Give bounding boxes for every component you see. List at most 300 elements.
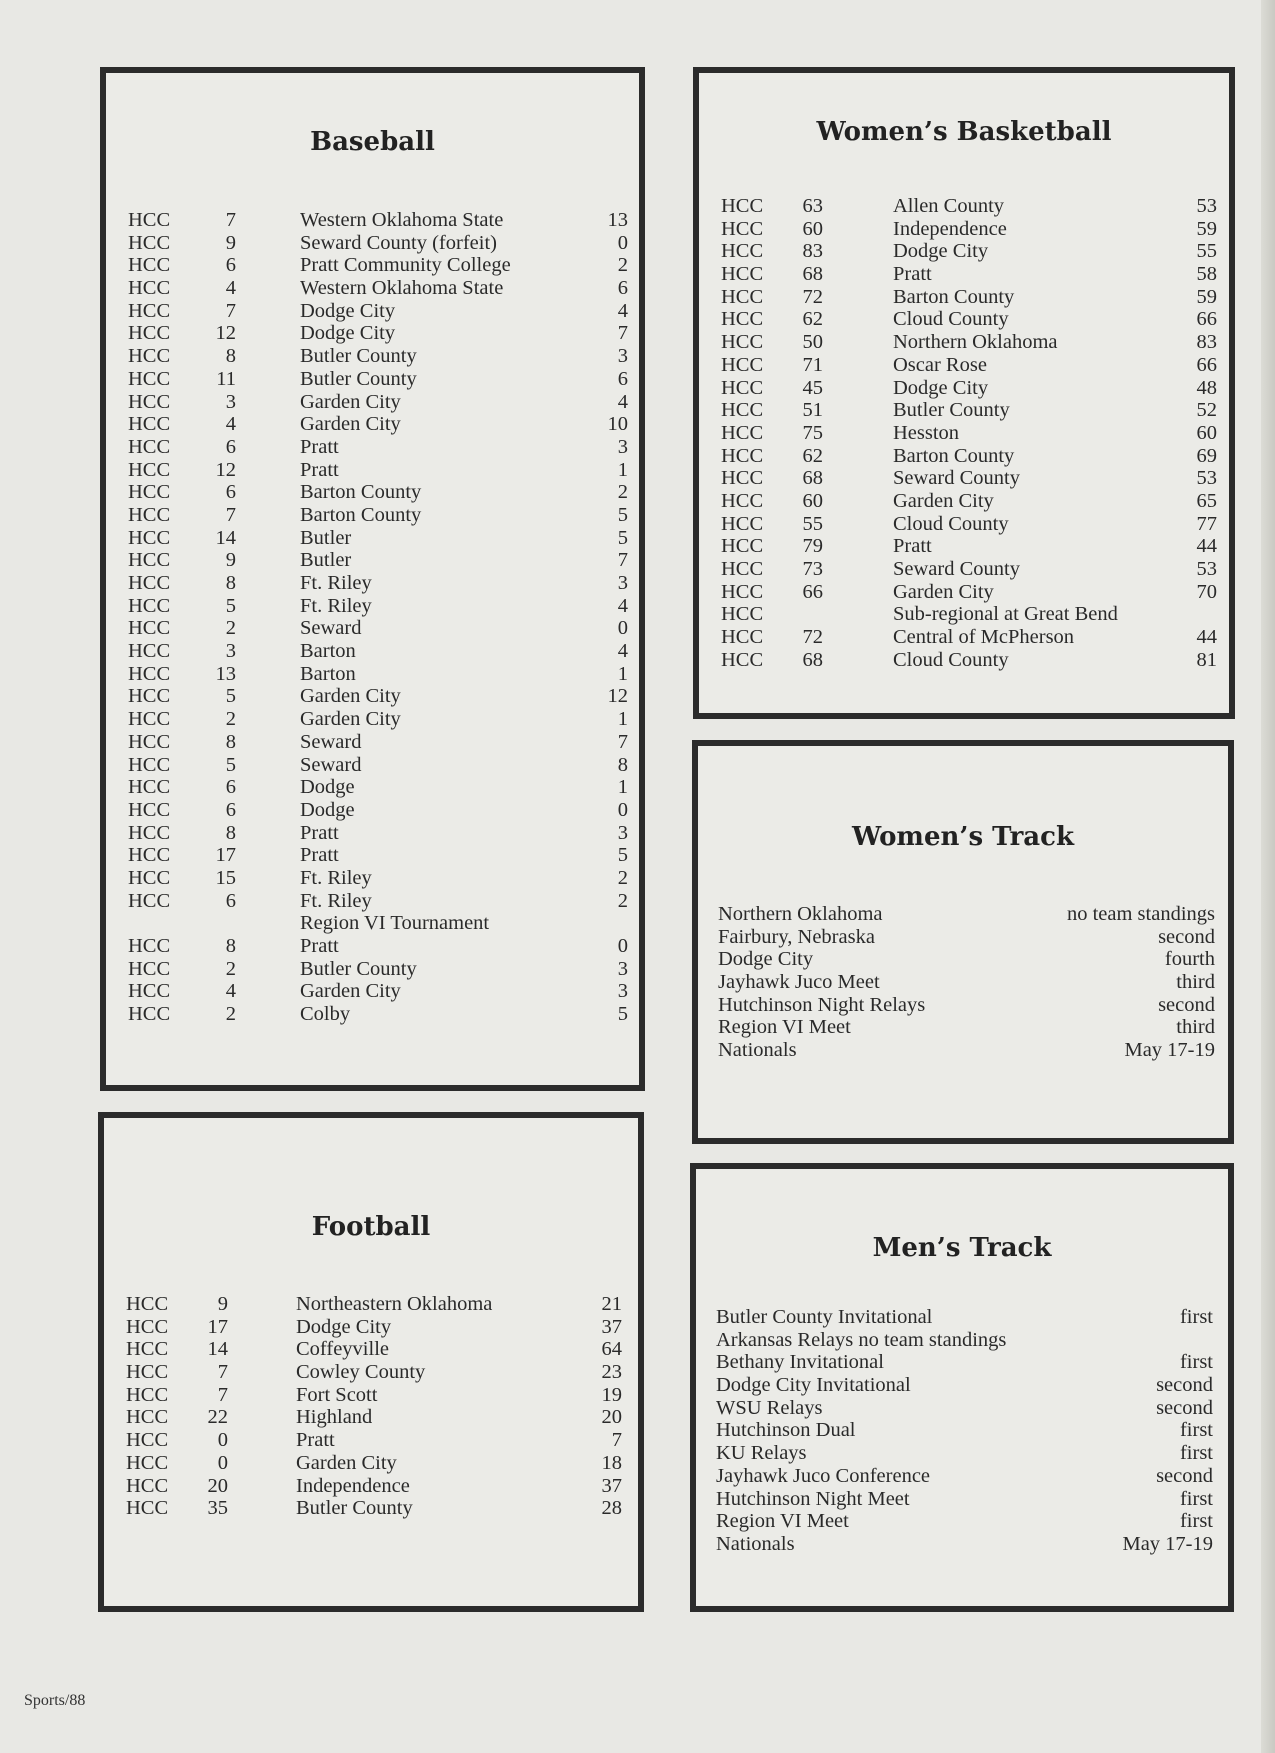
team-name: HCC [128, 980, 171, 1003]
opponent-name: Butler County [300, 957, 417, 980]
opponent-name: Western Oklahoma State [300, 209, 504, 231]
womens-track-results-box [692, 740, 1234, 1144]
hcc-score: 4 [225, 413, 236, 436]
opponent-name: Cowley County [296, 1361, 426, 1384]
hcc-score: 9 [225, 549, 236, 572]
opponent-score: 59 [1196, 285, 1217, 308]
result-row [128, 844, 628, 867]
result-row [721, 581, 1217, 604]
opponent-name: Pratt [300, 435, 339, 458]
result-row [128, 595, 628, 618]
hcc-score: 7 [217, 1361, 228, 1384]
opponent-score: 83 [1196, 331, 1217, 354]
team-name: HCC [128, 617, 171, 640]
result-row [128, 504, 628, 527]
opponent-score: 77 [1196, 512, 1217, 535]
meet-row [716, 1329, 1213, 1352]
meet-row [716, 1533, 1213, 1556]
hcc-score: 5 [225, 685, 236, 708]
meet-row [718, 1016, 1215, 1039]
hcc-score: 3 [225, 390, 236, 413]
hcc-score: 0 [217, 1429, 228, 1452]
hcc-score: 8 [225, 821, 236, 844]
hcc-score: 6 [225, 889, 236, 912]
team-name: HCC [128, 708, 171, 731]
result-row [128, 935, 628, 958]
meet-row [716, 1397, 1213, 1420]
mens-track-title: Men’s Track [872, 1233, 1052, 1263]
team-name: HCC [128, 209, 171, 231]
meet-row [716, 1465, 1213, 1488]
hcc-score: 50 [802, 331, 823, 354]
opponent-score: 6 [617, 277, 628, 300]
opponent-score: 64 [601, 1338, 622, 1361]
meet-name: Northern Oklahoma [718, 903, 883, 925]
result-row [128, 368, 628, 391]
opponent-score: 3 [617, 821, 628, 844]
meet-name: Nationals [716, 1532, 795, 1555]
team-name: HCC [128, 367, 171, 390]
opponent-score: 5 [617, 844, 628, 867]
result-row [721, 445, 1217, 468]
team-name: HCC [721, 263, 764, 286]
opponent-name: Pratt [300, 821, 339, 844]
result-row [721, 354, 1217, 377]
team-name: HCC [721, 217, 764, 240]
team-name: HCC [721, 512, 764, 535]
team-name: HCC [126, 1361, 169, 1384]
opponent-name: Pratt [300, 844, 339, 867]
team-name: HCC [721, 626, 764, 649]
opponent-name: Oscar Rose [893, 353, 987, 376]
result-row [128, 254, 628, 277]
team-name: HCC [128, 935, 171, 957]
hcc-score: 2 [225, 617, 236, 640]
football-results-box [98, 1112, 644, 1612]
result-row [128, 232, 628, 255]
meet-name: Hutchinson Dual [716, 1419, 856, 1442]
result-row [721, 626, 1217, 649]
opponent-name: Butler County [300, 345, 417, 368]
hcc-score: 20 [207, 1474, 228, 1497]
opponent-score: 13 [607, 209, 628, 231]
team-name: HCC [721, 421, 764, 444]
meet-name: Nationals [718, 1039, 797, 1062]
meet-name: Dodge City Invitational [716, 1374, 911, 1397]
meet-result: first [1179, 1487, 1213, 1510]
opponent-name: Dodge City [296, 1315, 392, 1338]
hcc-score: 9 [217, 1293, 228, 1315]
hcc-score: 35 [207, 1497, 228, 1520]
opponent-name: Ft. Riley [300, 889, 372, 912]
opponent-score: 5 [617, 503, 628, 526]
opponent-name: Garden City [300, 708, 401, 731]
opponent-name: Independence [893, 217, 1007, 240]
result-row [128, 617, 628, 640]
opponent-name: Pratt [893, 535, 932, 558]
meet-result: May 17-19 [1122, 1532, 1213, 1555]
meet-result: first [1179, 1510, 1213, 1533]
opponent-score: 69 [1196, 444, 1217, 467]
opponent-name: Dodge City [893, 376, 989, 399]
result-row [128, 459, 628, 482]
opponent-name: Allen County [893, 195, 1005, 217]
hcc-score: 12 [215, 322, 236, 345]
meet-result: first [1179, 1419, 1213, 1442]
meet-result: second [1156, 1374, 1213, 1397]
result-row [721, 195, 1217, 218]
opponent-score: 7 [617, 322, 628, 345]
opponent-name: Garden City [296, 1451, 397, 1474]
meet-name: Arkansas Relays no team standings [716, 1328, 1007, 1351]
opponent-score: 37 [601, 1474, 622, 1497]
opponent-score: 20 [601, 1406, 622, 1429]
result-row [128, 799, 628, 822]
opponent-name: Cloud County [893, 512, 1009, 535]
opponent-name: Sub-regional at Great Bend [893, 603, 1118, 626]
mens-track-results-box [690, 1163, 1234, 1612]
hcc-score: 4 [225, 980, 236, 1003]
team-name: HCC [126, 1474, 169, 1497]
result-row [128, 1003, 628, 1026]
opponent-score: 66 [1196, 308, 1217, 331]
opponent-name: Seward County [893, 467, 1020, 490]
result-row [721, 490, 1217, 513]
hcc-score: 6 [225, 798, 236, 821]
page-footer-label: Sports/88 [24, 1692, 86, 1709]
opponent-name: Cloud County [893, 308, 1009, 331]
team-name: HCC [721, 331, 764, 354]
opponent-score: 2 [617, 889, 628, 912]
hcc-score: 68 [802, 263, 823, 286]
opponent-name: Northern Oklahoma [893, 331, 1058, 354]
opponent-score: 66 [1196, 353, 1217, 376]
meet-result: May 17-19 [1124, 1039, 1215, 1062]
meet-name: Jayhawk Juco Conference [716, 1464, 931, 1487]
result-row [126, 1316, 628, 1339]
meet-row [716, 1510, 1213, 1533]
opponent-name: Pratt [300, 458, 339, 481]
opponent-name: Dodge [300, 798, 355, 821]
womens-track-results-list [718, 903, 1215, 1062]
hcc-score: 9 [225, 231, 236, 254]
team-name: HCC [128, 345, 171, 368]
team-name: HCC [126, 1293, 169, 1315]
result-row [721, 286, 1217, 309]
meet-row [716, 1351, 1213, 1374]
team-name: HCC [128, 322, 171, 345]
team-name: HCC [128, 549, 171, 572]
page-binding-edge [1261, 0, 1275, 1753]
hcc-score: 4 [225, 277, 236, 300]
opponent-name: Seward [300, 730, 362, 753]
opponent-name: Dodge City [300, 322, 396, 345]
meet-name: KU Relays [716, 1442, 807, 1465]
opponent-name: Highland [296, 1406, 373, 1429]
team-name: HCC [126, 1338, 169, 1361]
meet-row [716, 1419, 1213, 1442]
hcc-score: 14 [215, 526, 236, 549]
result-row [126, 1497, 628, 1520]
meet-name: Hutchinson Night Relays [718, 993, 926, 1016]
womens-basketball-results-box [693, 67, 1235, 719]
hcc-score: 15 [215, 866, 236, 889]
team-name: HCC [128, 390, 171, 413]
result-row [128, 776, 628, 799]
hcc-score: 17 [207, 1315, 228, 1338]
opponent-score: 60 [1196, 421, 1217, 444]
result-row [721, 603, 1217, 626]
team-name: HCC [721, 285, 764, 308]
meet-row [716, 1306, 1213, 1329]
opponent-score: 2 [617, 481, 628, 504]
result-row [128, 685, 628, 708]
opponent-name: Northeastern Oklahoma [296, 1293, 493, 1315]
hcc-score: 2 [225, 708, 236, 731]
result-row [721, 399, 1217, 422]
hcc-score: 2 [225, 1003, 236, 1026]
hcc-score: 2 [225, 957, 236, 980]
opponent-score: 1 [617, 458, 628, 481]
opponent-name: Dodge [300, 776, 355, 799]
hcc-score: 7 [225, 503, 236, 526]
team-name: HCC [721, 353, 764, 376]
hcc-score: 8 [225, 572, 236, 594]
womens-track-title: Women’s Track [852, 822, 1074, 852]
team-name: HCC [126, 1315, 169, 1338]
result-row [128, 867, 628, 890]
result-row [126, 1384, 628, 1407]
opponent-name: Pratt [300, 935, 339, 957]
result-row [721, 467, 1217, 490]
opponent-name: Central of McPherson [893, 626, 1075, 649]
opponent-score: 3 [617, 957, 628, 980]
hcc-score: 8 [225, 935, 236, 957]
result-row [128, 754, 628, 777]
opponent-name: Garden City [300, 980, 401, 1003]
meet-result: first [1179, 1442, 1213, 1465]
meet-result: third [1176, 971, 1215, 994]
opponent-score: 3 [617, 345, 628, 368]
baseball-results-list [128, 209, 628, 1026]
opponent-score: 3 [617, 435, 628, 458]
opponent-name: Western Oklahoma State [300, 277, 504, 300]
hcc-score: 13 [215, 662, 236, 685]
result-row [128, 391, 628, 414]
result-row [128, 912, 628, 935]
opponent-name: Region VI Tournament [300, 912, 490, 935]
womens-basketball-title: Women’s Basketball [816, 117, 1112, 147]
opponent-score: 7 [611, 1429, 622, 1452]
opponent-score: 44 [1196, 535, 1217, 558]
result-row [126, 1293, 628, 1316]
result-row [721, 308, 1217, 331]
opponent-name: Seward [300, 753, 362, 776]
opponent-name: Colby [300, 1003, 351, 1026]
meet-result: second [1158, 993, 1215, 1016]
opponent-name: Ft. Riley [300, 594, 372, 617]
result-row [126, 1452, 628, 1475]
team-name: HCC [721, 240, 764, 263]
opponent-name: Butler [300, 549, 352, 572]
hcc-score: 66 [802, 580, 823, 603]
result-row [721, 535, 1217, 558]
opponent-name: Butler County [300, 367, 417, 390]
opponent-name: Fort Scott [296, 1383, 378, 1406]
hcc-score: 62 [802, 308, 823, 331]
result-row [128, 277, 628, 300]
opponent-name: Butler County [893, 399, 1010, 422]
meet-row [718, 948, 1215, 971]
hcc-score: 8 [225, 730, 236, 753]
opponent-score: 5 [617, 1003, 628, 1026]
opponent-score: 6 [617, 367, 628, 390]
baseball-title: Baseball [310, 127, 435, 157]
opponent-name: Barton [300, 662, 356, 685]
hcc-score: 55 [802, 512, 823, 535]
team-name: HCC [126, 1497, 169, 1520]
opponent-name: Seward County [893, 558, 1020, 580]
team-name: HCC [128, 254, 171, 277]
opponent-score: 1 [617, 662, 628, 685]
meet-result: second [1158, 925, 1215, 948]
hcc-score: 63 [802, 195, 823, 217]
team-name: HCC [128, 1003, 171, 1026]
meet-row [716, 1488, 1213, 1511]
meet-result: fourth [1164, 948, 1215, 971]
opponent-name: Hesston [893, 421, 960, 444]
result-row [128, 345, 628, 368]
opponent-score: 3 [617, 980, 628, 1003]
meet-row [718, 994, 1215, 1017]
result-row [126, 1338, 628, 1361]
team-name: HCC [721, 444, 764, 467]
meet-result: first [1179, 1306, 1213, 1328]
opponent-score: 37 [601, 1315, 622, 1338]
opponent-score: 0 [617, 231, 628, 254]
opponent-name: Ft. Riley [300, 572, 372, 594]
opponent-score: 1 [617, 776, 628, 799]
hcc-score: 73 [802, 558, 823, 580]
result-row [721, 263, 1217, 286]
hcc-score: 72 [802, 626, 823, 649]
opponent-name: Barton County [893, 285, 1015, 308]
opponent-score: 5 [617, 526, 628, 549]
result-row [128, 436, 628, 459]
result-row [128, 481, 628, 504]
opponent-name: Pratt [893, 263, 932, 286]
result-row [128, 731, 628, 754]
result-row [721, 240, 1217, 263]
meet-name: Region VI Meet [716, 1510, 849, 1533]
result-row [128, 572, 628, 595]
hcc-score: 11 [216, 367, 236, 390]
opponent-score: 2 [617, 254, 628, 277]
team-name: HCC [126, 1406, 169, 1429]
team-name: HCC [128, 458, 171, 481]
hcc-score: 83 [802, 240, 823, 263]
result-row [126, 1406, 628, 1429]
meet-name: Bethany Invitational [716, 1351, 884, 1374]
opponent-score: 7 [617, 549, 628, 572]
hcc-score: 8 [225, 345, 236, 368]
result-row [126, 1475, 628, 1498]
hcc-score: 22 [207, 1406, 228, 1429]
hcc-score: 7 [217, 1383, 228, 1406]
hcc-score: 17 [215, 844, 236, 867]
hcc-score: 60 [802, 217, 823, 240]
meet-row [718, 971, 1215, 994]
opponent-name: Pratt Community College [300, 254, 511, 277]
opponent-name: Independence [296, 1474, 410, 1497]
meet-row [718, 926, 1215, 949]
team-name: HCC [721, 376, 764, 399]
hcc-score: 72 [802, 285, 823, 308]
opponent-score: 81 [1196, 648, 1217, 671]
team-name: HCC [128, 889, 171, 912]
opponent-name: Butler [300, 526, 352, 549]
team-name: HCC [128, 277, 171, 300]
team-name: HCC [721, 648, 764, 671]
meet-row [718, 1039, 1215, 1062]
team-name: HCC [126, 1383, 169, 1406]
result-row [721, 377, 1217, 400]
opponent-name: Cloud County [893, 648, 1009, 671]
hcc-score: 5 [225, 594, 236, 617]
opponent-score: 4 [617, 390, 628, 413]
hcc-score: 5 [225, 753, 236, 776]
team-name: HCC [128, 957, 171, 980]
team-name: HCC [128, 685, 171, 708]
team-name: HCC [721, 308, 764, 331]
meet-name: Dodge City [718, 948, 814, 971]
opponent-name: Barton County [893, 444, 1015, 467]
team-name: HCC [128, 413, 171, 436]
hcc-score: 6 [225, 481, 236, 504]
hcc-score: 6 [225, 254, 236, 277]
hcc-score: 68 [802, 648, 823, 671]
meet-result: third [1176, 1016, 1215, 1039]
opponent-score: 7 [617, 730, 628, 753]
opponent-name: Garden City [893, 580, 994, 603]
result-row [721, 649, 1217, 672]
opponent-score: 0 [617, 798, 628, 821]
result-row [128, 413, 628, 436]
team-name: HCC [128, 640, 171, 663]
result-row [721, 331, 1217, 354]
opponent-name: Dodge City [300, 299, 396, 322]
team-name: HCC [128, 776, 171, 799]
opponent-name: Barton County [300, 503, 422, 526]
team-name: HCC [126, 1451, 169, 1474]
opponent-score: 4 [617, 299, 628, 322]
hcc-score: 79 [802, 535, 823, 558]
hcc-score: 14 [207, 1338, 228, 1361]
meet-row [716, 1374, 1213, 1397]
opponent-name: Butler County [296, 1497, 413, 1520]
hcc-score: 75 [802, 421, 823, 444]
opponent-score: 58 [1196, 263, 1217, 286]
result-row [721, 513, 1217, 536]
meet-name: Jayhawk Juco Meet [718, 971, 880, 994]
opponent-name: Barton [300, 640, 356, 663]
team-name: HCC [128, 798, 171, 821]
opponent-score: 23 [601, 1361, 622, 1384]
opponent-score: 2 [617, 866, 628, 889]
opponent-score: 52 [1196, 399, 1217, 422]
meet-name: Region VI Meet [718, 1016, 851, 1039]
hcc-score: 7 [225, 209, 236, 231]
